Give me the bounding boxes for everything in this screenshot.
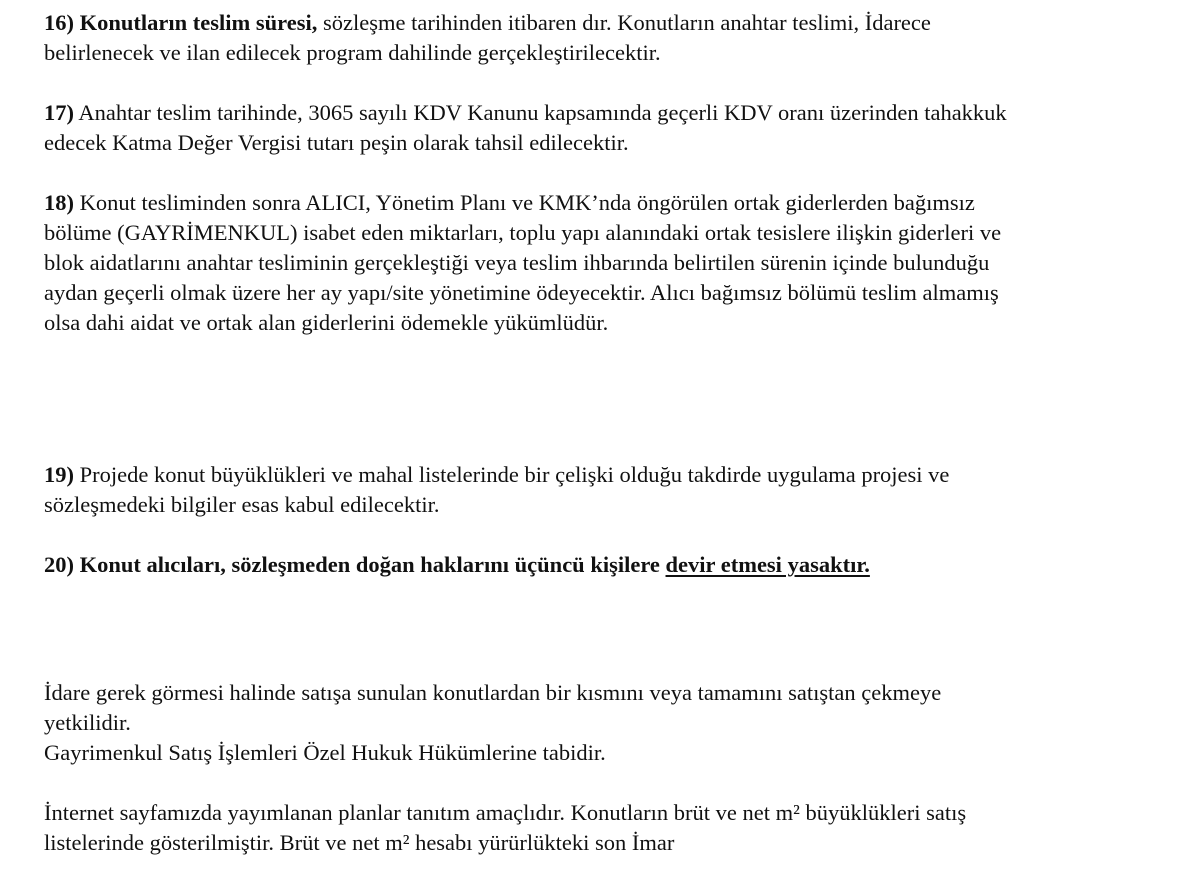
clause-19-line-2: sözleşmedeki bilgiler esas kabul edilecektir. [44, 492, 440, 517]
idare-note-line-2: yetkilidir. [44, 710, 131, 735]
internet-note-line-2: listelerinde gösterilmiştir. Brüt ve net m² hesabı yürürlükteki son İmar [44, 830, 675, 855]
clause-19-text: Projede konut büyüklükleri ve mahal listelerinde bir çelişki olduğu takdirde uygulama projesi ve [74, 462, 950, 487]
internet-note [44, 798, 966, 858]
clause-19 [44, 460, 949, 520]
clause-20 [44, 550, 870, 580]
clause-17 [44, 98, 1007, 158]
idare-note [44, 678, 941, 768]
idare-note-line-1: İdare gerek görmesi halinde satışa sunulan konutlardan bir kısmını veya tamamını satıştan çekmeye [44, 680, 942, 705]
clause-18-line-4: aydan geçerli olmak üzere her ay yapı/site yönetimine ödeyecektir. Alıcı bağımsız bölümü teslim almamış [44, 280, 999, 305]
clause-19-line-1 [44, 460, 949, 490]
clause-16-line-2: belirlenecek ve ilan edilecek program dahilinde gerçekleştirilecektir. [44, 40, 661, 65]
clause-number: 19) [44, 462, 74, 487]
clause-16-line-1 [44, 8, 931, 38]
clause-number: 20) [44, 552, 74, 577]
clause-20-underlined-text: devir etmesi yasaktır. [665, 552, 870, 577]
idare-note-line-3: Gayrimenkul Satış İşlemleri Özel Hukuk Hükümlerine tabidir. [44, 740, 606, 765]
clause-17-line-2: edecek Katma Değer Vergisi tutarı peşin olarak tahsil edilecektir. [44, 130, 629, 155]
internet-note-line-1: İnternet sayfamızda yayımlanan planlar tanıtım amaçlıdır. Konutların brüt ve net m² büyüklükleri satış [44, 800, 967, 825]
clause-number: 17) [44, 100, 74, 125]
clause-number: 16) [44, 10, 74, 35]
clause-18-line-1 [44, 188, 1001, 218]
clause-16 [44, 8, 931, 68]
clause-18 [44, 188, 1001, 338]
clause-16-text: sözleşme tarihinden itibaren dır. Konutların anahtar teslimi, İdarece [317, 10, 931, 35]
clause-17-line-1 [44, 98, 1007, 128]
clause-16-lead: Konutların teslim süresi, [74, 10, 318, 35]
clause-17-text: Anahtar teslim tarihinde, 3065 sayılı KDV Kanunu kapsamında geçerli KDV oranı üzerinden tahakkuk [74, 100, 1007, 125]
clause-18-text: Konut tesliminden sonra ALICI, Yönetim Planı ve KMK’nda öngörülen ortak giderlerden bağımsız [74, 190, 975, 215]
clause-number: 18) [44, 190, 74, 215]
clause-20-text: Konut alıcıları, sözleşmeden doğan haklarını üçüncü kişilere [74, 552, 666, 577]
clause-20-line-1 [44, 550, 870, 580]
clause-18-line-2: bölüme (GAYRİMENKUL) isabet eden miktarları, toplu yapı alanındaki ortak tesislere ilişkin giderleri ve [44, 220, 1002, 245]
clause-18-line-5: olsa dahi aidat ve ortak alan giderlerini ödemekle yükümlüdür. [44, 310, 609, 335]
clause-18-line-3: blok aidatlarını anahtar tesliminin gerçekleştiği veya teslim ihbarında belirtilen sürenin içinde bulunduğu [44, 250, 990, 275]
